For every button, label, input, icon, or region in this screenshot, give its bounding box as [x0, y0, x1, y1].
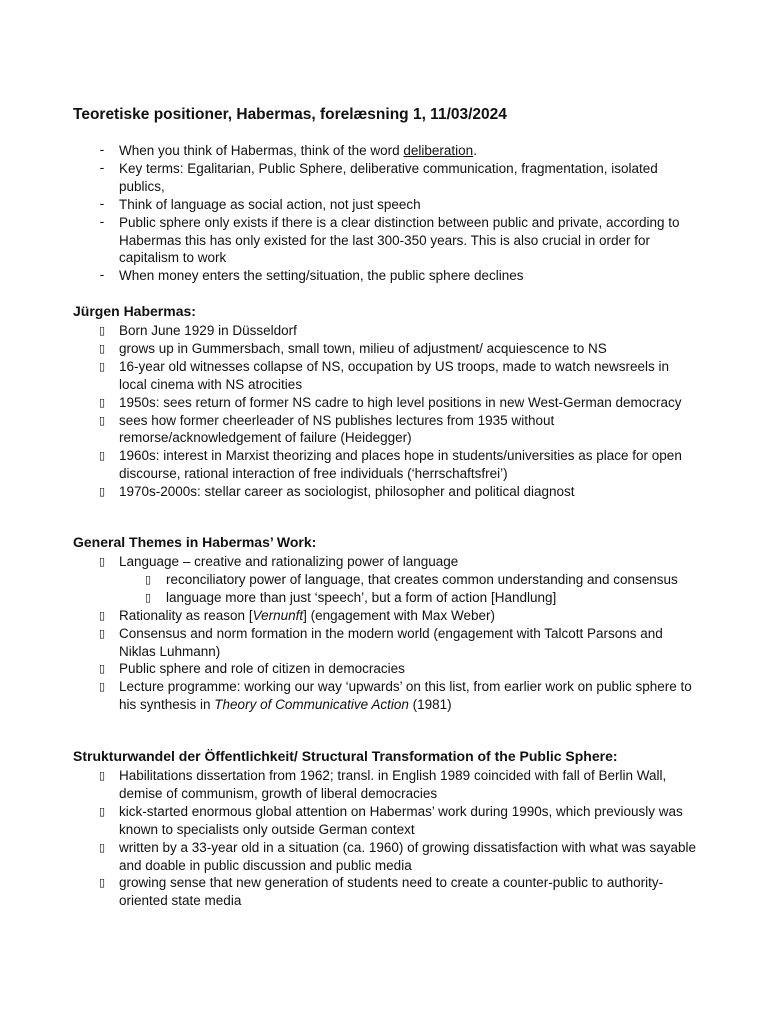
bullet-marker: ▯ — [98, 555, 106, 568]
item-text: . — [473, 143, 477, 158]
item-text: 1950s: sees return of former NS cadre to high level positions in new West-German democracy — [119, 394, 682, 410]
bullet-marker: ▯ — [98, 395, 106, 409]
list-item — [73, 358, 699, 394]
dash-marker: - — [99, 268, 105, 284]
item-text: Public sphere and role of citizen in democracies — [119, 661, 405, 677]
list-item — [73, 412, 699, 448]
bullet-marker: ▯ — [98, 804, 106, 818]
list-item — [73, 660, 699, 678]
sub-list-item — [73, 571, 706, 589]
item-text: When money enters the setting/situation, the public sphere declines — [119, 268, 524, 284]
item-text: kick-started enormous global attention on Habermas’ work during 1990s, which previously was known to specialists only outside German context — [119, 803, 683, 837]
underlined-term: deliberation — [403, 143, 474, 158]
item-text: When you think of Habermas, think of the word — [119, 143, 404, 158]
bullet-marker: ▯ — [144, 590, 152, 604]
document-title: Teoretiske positioner, Habermas, forelæsning 1, 11/03/2024 — [73, 106, 507, 123]
dash-marker: - — [99, 214, 105, 230]
item-text: Rationality as reason [ — [119, 607, 253, 623]
bullet-marker: ▯ — [98, 324, 106, 337]
item-text: Language – creative and rationalizing power of language — [119, 554, 459, 569]
list-item — [73, 340, 699, 358]
list-item — [73, 142, 699, 160]
list-item — [73, 767, 699, 803]
bullet-marker: ▯ — [98, 413, 106, 427]
list-item — [73, 160, 699, 196]
bullet-marker: ▯ — [98, 680, 106, 694]
list-item — [73, 394, 699, 412]
item-text: Think of language as social action, not just speech — [119, 196, 421, 212]
section-heading: Jürgen Habermas: — [73, 303, 196, 319]
item-text: Habilitations dissertation from 1962; transl. in English 1989 coincided with fall of Berlin Wall, demise of communism, growth of liberal democracies — [119, 768, 667, 801]
list-item — [73, 839, 699, 875]
list-item — [73, 322, 699, 340]
item-text: sees how former cheerleader of NS publishes lectures from 1935 without remorse/acknowledgement of failure (Heidegger) — [119, 412, 555, 446]
list-item — [73, 803, 699, 839]
italic-term: Vernunft — [252, 607, 304, 623]
item-text: Consensus and norm formation in the modern world (engagement with Talcott Parsons and Niklas Luhmann) — [119, 625, 663, 659]
themes-list — [73, 553, 723, 714]
bio-section — [73, 302, 723, 501]
list-item — [73, 625, 699, 661]
section-heading: General Themes in Habermas’ Work: — [73, 534, 317, 550]
list-item — [73, 874, 699, 910]
dash-marker: - — [99, 143, 105, 158]
bullet-marker: ▯ — [98, 662, 106, 676]
bullet-marker: ▯ — [98, 876, 106, 890]
intro-section — [73, 142, 723, 285]
item-text: Key terms: Egalitarian, Public Sphere, deliberative communication, fragmentation, isolated publics, — [119, 160, 658, 194]
list-item — [73, 447, 699, 483]
intro-list — [73, 142, 723, 285]
bullet-marker: ▯ — [98, 626, 106, 640]
list-item — [73, 196, 699, 214]
item-text: reconciliatory power of language, that creates common understanding and consensus — [166, 571, 678, 587]
list-item — [73, 607, 699, 625]
bio-list — [73, 322, 723, 501]
item-text: ] (engagement with Max Weber) — [303, 607, 495, 623]
item-text: grows up in Gummersbach, small town, milieu of adjustment/ acquiescence to NS — [119, 340, 607, 356]
bullet-marker: ▯ — [144, 572, 152, 586]
list-item — [73, 483, 699, 501]
list-item — [73, 553, 699, 571]
sub-list-item — [73, 589, 706, 607]
bullet-marker: ▯ — [98, 485, 106, 499]
bullet-marker: ▯ — [98, 840, 106, 854]
item-text: 16-year old witnesses collapse of NS, occupation by US troops, made to watch newsreels in local cinema with NS atrocities — [119, 358, 670, 392]
dash-marker: - — [99, 160, 105, 176]
item-text: written by a 33-year old in a situation (ca. 1960) of growing dissatisfaction with what was sayable and doable in public discussion and public media — [119, 839, 697, 873]
item-text: Public sphere only exists if there is a clear distinction between public and private, according to Habermas this has only existed for the last 300-350 years. This is also crucial in order for capitalism to work — [119, 214, 680, 266]
item-text: (1981) — [408, 697, 452, 713]
bullet-marker: ▯ — [98, 449, 106, 463]
item-text: 1970s-2000s: stellar career as sociologist, philosopher and political diagnost — [119, 484, 575, 500]
item-text: Lecture programme: working our way ‘upwards’ on this list, from earlier work on public sphere to his synthesis in — [119, 679, 692, 713]
item-text: 1960s: interest in Marxist theorizing and places hope in students/universities as place for open discourse, rational interaction of free individuals (‘herrschaftsfrei’) — [119, 448, 682, 482]
struktur-section — [73, 747, 723, 910]
item-text: growing sense that new generation of students need to create a counter-public to authority-oriented state media — [119, 875, 664, 909]
themes-section — [73, 533, 723, 714]
section-heading: Strukturwandel der Öffentlichkeit/ Structural Transformation of the Public Sphere: — [73, 748, 618, 764]
bullet-marker: ▯ — [98, 359, 106, 373]
struktur-list — [73, 767, 723, 910]
bullet-marker: ▯ — [98, 608, 106, 622]
dash-marker: - — [99, 196, 105, 212]
item-text: language more than just ‘speech’, but a form of action [Handlung] — [166, 589, 557, 605]
list-item — [73, 678, 699, 714]
bullet-marker: ▯ — [98, 341, 106, 355]
list-item — [73, 214, 699, 268]
list-item — [73, 267, 699, 285]
italic-book-title: Theory of Communicative Action — [214, 697, 409, 713]
item-text: Born June 1929 in Düsseldorf — [119, 323, 297, 338]
bullet-marker: ▯ — [98, 769, 106, 782]
